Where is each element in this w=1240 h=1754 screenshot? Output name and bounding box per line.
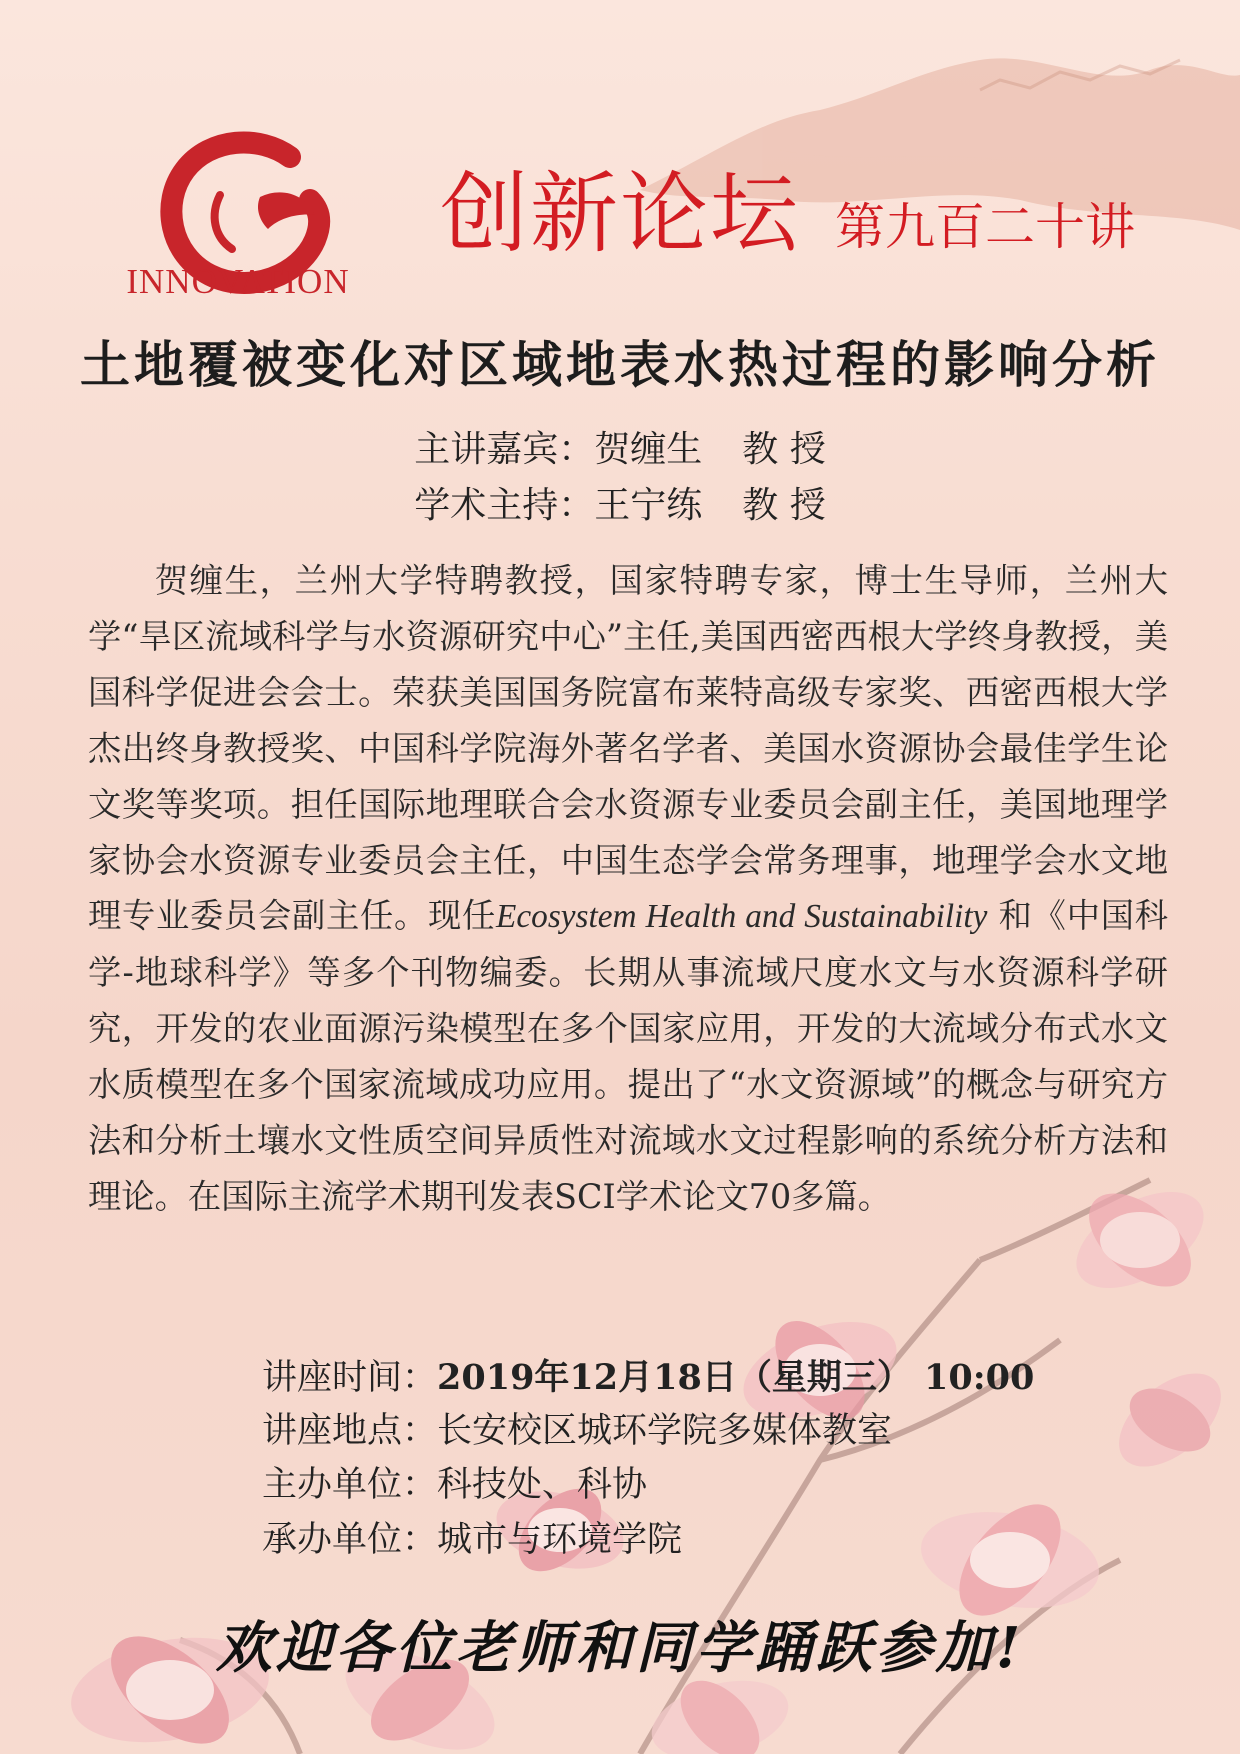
co-organizer-value: 城市与环境学院 [437,1520,683,1560]
host-label: 学术主持： [414,485,595,526]
speaker-line [0,429,1240,470]
welcome-message: 欢迎各位老师和同学踊跃参加! [215,1615,1025,1681]
organizer-value: 科技处、科协 [437,1465,648,1505]
speaker-title: 教 授 [742,429,826,470]
talk-title: 土地覆被变化对区域地表水热过程的影响分析 [80,335,1160,394]
organizer-label: 主办单位： [262,1465,438,1505]
host-line [0,485,1240,526]
lecture-number: 第九百二十讲 [835,198,1135,256]
place-value: 长安校区城环学院多媒体教室 [437,1411,893,1451]
forum-title: 创新论坛 [440,162,801,265]
lecture-location [262,1411,893,1451]
co-organizer-label: 承办单位： [262,1520,438,1560]
bio-part-2: 和《中国科学-地球科学》等多个刊物编委。长期从事流域尺度水文与水资源科学研究，开发的农业面源污染模型在多个国家应用，开发的大流域分布式水文水质模型在多个国家流域成功应用。提出了“水文资源域”的概念与研究方法和分析土壤水文性质空间异质性对流域水文过程影响的系统分析方法和理论。在国际主流学术期刊发表SCI学术论文70多篇。 [88,896,1168,1216]
host-title: 教 授 [742,485,826,526]
speaker-label: 主讲嘉宾： [414,429,595,470]
speaker-name: 贺缠生 [594,429,703,470]
co-organizer [262,1520,683,1560]
host-name: 王宁练 [594,485,703,526]
logo-text: INNOVATION [126,262,350,301]
speaker-biography [88,553,1168,1225]
lecture-time [262,1357,1035,1398]
bio-part-1: 贺缠生，兰州大学特聘教授，国家特聘专家，博士生导师，兰州大学“旱区流域科学与水资源研究中心”主任,美国西密西根大学终身教授，美国科学促进会会士。荣获美国国务院富布莱特高级专家奖、西密西根大学杰出终身教授奖、中国科学院海外著名学者、美国水资源协会最佳学生论文奖等奖项。担任国际地理联合会水资源专业委员会副主任，美国地理学家协会水资源专业委员会主任，中国生态学会常务理事，地理学会水文地理专业委员会副主任。现任 [88,561,1168,936]
organizer [262,1465,648,1505]
time-label: 讲座时间： [262,1358,438,1398]
time-value: 2019年12月18日（星期三） 10:00 [437,1357,1035,1398]
journal-name: Ecosystem Health and Sustainability [496,898,988,936]
place-label: 讲座地点： [262,1411,438,1451]
